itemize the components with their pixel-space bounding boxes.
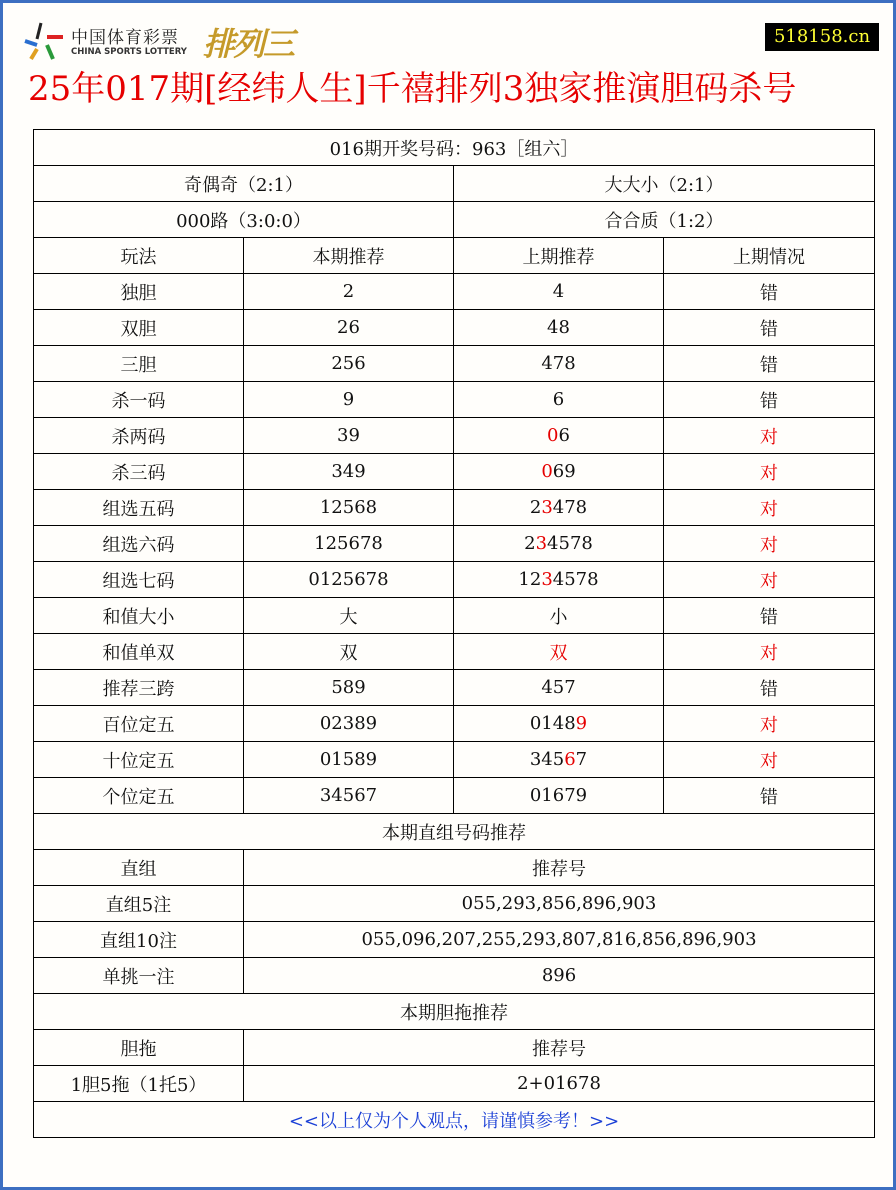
digit-segment: 01679	[529, 785, 588, 806]
hit-digit: 0	[541, 461, 553, 482]
previous-result: 错	[664, 274, 875, 310]
table-row	[34, 634, 875, 670]
play-type: 百位定五	[34, 706, 244, 742]
current-pick: 26	[244, 310, 454, 346]
site-badge[interactable]: 518158.cn	[765, 23, 879, 51]
pick-label: 直组10注	[34, 922, 244, 958]
previous-pick	[454, 490, 664, 526]
previous-pick	[454, 562, 664, 598]
previous-pick	[454, 454, 664, 490]
table-row	[34, 526, 875, 562]
previous-pick	[454, 418, 664, 454]
previous-result: 错	[664, 670, 875, 706]
column-header: 推荐号	[244, 1030, 875, 1066]
table-row	[34, 274, 875, 310]
column-header: 胆拖	[34, 1030, 244, 1066]
digit-segment: 12	[518, 569, 542, 590]
play-type: 双胆	[34, 310, 244, 346]
table-row	[34, 382, 875, 418]
previous-pick	[454, 382, 664, 418]
footer-row	[34, 1102, 875, 1138]
play-type: 杀三码	[34, 454, 244, 490]
play-type: 个位定五	[34, 778, 244, 814]
table-row	[34, 562, 875, 598]
digit-segment: 2	[529, 497, 542, 518]
previous-pick	[454, 634, 664, 670]
digit-segment: 4	[552, 281, 565, 302]
current-pick: 39	[244, 418, 454, 454]
disclaimer-note: <<以上仅为个人观点，请谨慎参考！>>	[34, 1102, 875, 1138]
digit-segment: 2	[524, 533, 536, 554]
current-pick: 双	[244, 634, 454, 670]
pick-numbers: 2+01678	[244, 1066, 875, 1102]
column-header: 上期情况	[664, 238, 875, 274]
current-pick: 大	[244, 598, 454, 634]
previous-result: 错	[664, 778, 875, 814]
road: 000路（3:0:0）	[34, 202, 454, 238]
digit-segment: 7	[575, 749, 588, 770]
column-header: 直组	[34, 850, 244, 886]
prediction-table	[33, 129, 875, 1138]
current-pick: 256	[244, 346, 454, 382]
previous-pick	[454, 670, 664, 706]
page-title: 25年017期[经纬人生]千禧排列3独家推演胆码杀号	[28, 69, 797, 109]
play-type: 三胆	[34, 346, 244, 382]
current-pick: 12568	[244, 490, 454, 526]
current-pick: 125678	[244, 526, 454, 562]
table-row	[34, 1066, 875, 1102]
current-pick: 0125678	[244, 562, 454, 598]
previous-result: 错	[664, 346, 875, 382]
digit-segment: 457	[541, 677, 576, 698]
previous-result: 错	[664, 382, 875, 418]
china-sports-lottery-logo	[23, 21, 323, 61]
current-pick: 9	[244, 382, 454, 418]
play-type: 组选五码	[34, 490, 244, 526]
table-header-row	[34, 238, 875, 274]
digit-segment: 345	[529, 749, 565, 770]
hit-digit: 3	[541, 569, 553, 590]
table-row	[34, 346, 875, 382]
current-pick: 349	[244, 454, 454, 490]
play-type: 杀两码	[34, 418, 244, 454]
previous-pick	[454, 598, 664, 634]
table-row	[34, 706, 875, 742]
play-type: 独胆	[34, 274, 244, 310]
digit-segment: 478	[541, 353, 576, 374]
table-row	[34, 670, 875, 706]
prime-composite: 合合质（1:2）	[454, 202, 875, 238]
pick-label: 1胆5拖（1托5）	[34, 1066, 244, 1102]
previous-result: 错	[664, 598, 875, 634]
digit-segment: 4578	[552, 569, 599, 590]
previous-result: 对	[664, 706, 875, 742]
hit-digit: 9	[575, 713, 588, 734]
previous-pick	[454, 526, 664, 562]
play-type: 十位定五	[34, 742, 244, 778]
logo-en-text: CHINA SPORTS LOTTERY	[71, 47, 187, 57]
digit-segment: 4578	[547, 533, 593, 554]
current-pick: 589	[244, 670, 454, 706]
play-type: 推荐三跨	[34, 670, 244, 706]
previous-pick	[454, 778, 664, 814]
drag-section-header-row	[34, 1030, 875, 1066]
current-pick: 01589	[244, 742, 454, 778]
digit-segment: 小	[549, 606, 568, 628]
play-type: 组选六码	[34, 526, 244, 562]
current-pick: 2	[244, 274, 454, 310]
previous-pick	[454, 706, 664, 742]
drag-section-heading-row	[34, 994, 875, 1030]
play-type: 和值大小	[34, 598, 244, 634]
pick-label: 单挑一注	[34, 958, 244, 994]
table-row	[34, 598, 875, 634]
last-draw: 016期开奖号码：963［组六］	[34, 130, 875, 166]
hit-digit: 双	[549, 642, 568, 664]
digit-segment: 6	[552, 389, 565, 410]
digit-segment: 478	[552, 497, 588, 518]
previous-result: 对	[664, 634, 875, 670]
pick-numbers: 055,096,207,255,293,807,816,856,896,903	[244, 922, 875, 958]
previous-result: 错	[664, 310, 875, 346]
previous-result: 对	[664, 742, 875, 778]
play-type: 杀一码	[34, 382, 244, 418]
direct-section-header-row	[34, 850, 875, 886]
direct-section-heading: 本期直组号码推荐	[34, 814, 875, 850]
direct-section-heading-row	[34, 814, 875, 850]
hit-digit: 3	[541, 497, 553, 518]
table-row	[34, 886, 875, 922]
previous-pick	[454, 274, 664, 310]
table-row	[34, 958, 875, 994]
previous-result: 对	[664, 562, 875, 598]
column-header: 本期推荐	[244, 238, 454, 274]
logo-cn-text: 中国体育彩票	[71, 28, 179, 48]
pick-numbers: 896	[244, 958, 875, 994]
table-row	[34, 130, 875, 166]
table-row	[34, 778, 875, 814]
current-pick: 02389	[244, 706, 454, 742]
previous-result: 对	[664, 454, 875, 490]
hit-digit: 0	[547, 425, 559, 446]
previous-result: 对	[664, 418, 875, 454]
table-row	[34, 742, 875, 778]
table-row	[34, 202, 875, 238]
previous-pick	[454, 310, 664, 346]
previous-pick	[454, 346, 664, 382]
digit-segment: 6	[558, 425, 570, 446]
big-small: 大大小（2:1）	[454, 166, 875, 202]
play-type: 组选七码	[34, 562, 244, 598]
table-row	[34, 310, 875, 346]
hit-digit: 6	[564, 749, 576, 770]
pick-numbers: 055,293,856,896,903	[244, 886, 875, 922]
hit-digit: 3	[535, 533, 548, 554]
table-row	[34, 454, 875, 490]
digit-segment: 48	[547, 317, 570, 338]
odd-even: 奇偶奇（2:1）	[34, 166, 454, 202]
column-header: 上期推荐	[454, 238, 664, 274]
play-type: 和值单双	[34, 634, 244, 670]
lottery-star-icon	[23, 21, 67, 61]
table-row	[34, 166, 875, 202]
digit-segment: 69	[552, 461, 576, 482]
previous-result: 对	[664, 490, 875, 526]
column-header: 推荐号	[244, 850, 875, 886]
current-pick: 34567	[244, 778, 454, 814]
column-header: 玩法	[34, 238, 244, 274]
previous-result: 对	[664, 526, 875, 562]
table-row	[34, 490, 875, 526]
previous-pick	[454, 742, 664, 778]
table-row	[34, 922, 875, 958]
table-row	[34, 418, 875, 454]
digit-segment: 0148	[529, 713, 576, 734]
logo-game-text: 排列三	[203, 25, 294, 63]
drag-section-heading: 本期胆拖推荐	[34, 994, 875, 1030]
pick-label: 直组5注	[34, 886, 244, 922]
